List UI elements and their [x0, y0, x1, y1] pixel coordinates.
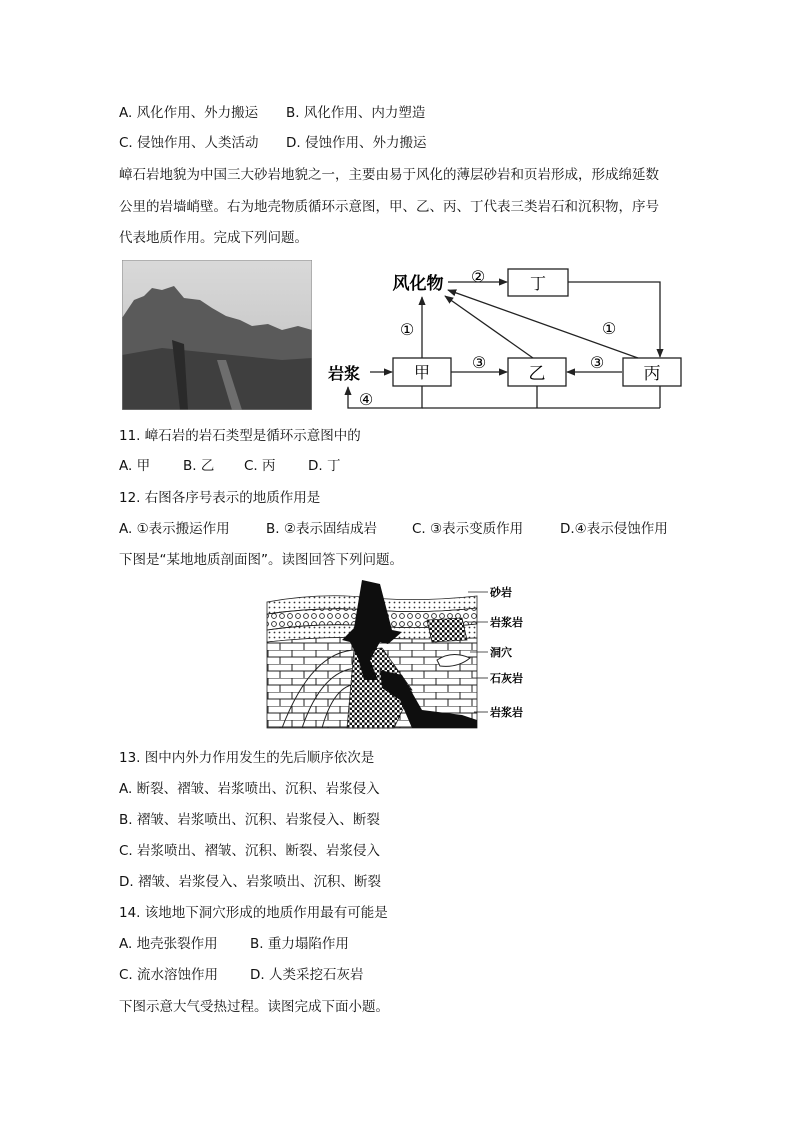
- label-cave: 洞穴: [490, 646, 512, 659]
- q13-stem: 13. 图中内外力作用发生的先后顺序依次是: [119, 750, 375, 766]
- label-weathered: 风化物: [392, 274, 444, 294]
- q12-option-c: C. ③表示变质作用: [412, 521, 524, 537]
- q11-option-a: A. 甲: [119, 458, 151, 474]
- q14-option-a: A. 地壳张裂作用: [119, 936, 218, 952]
- q11-stem: 11. 嶂石岩的岩石类型是循环示意图中的: [119, 428, 361, 444]
- label-bing: 丙: [643, 364, 661, 384]
- intro-paragraph-line-1: 嶂石岩地貌为中国三大砂岩地貌之一，主要由易于风化的薄层砂岩和页岩形成，形成绵延数: [119, 167, 659, 183]
- label-magma: 岩浆: [327, 364, 361, 383]
- q12-option-b: B. ②表示固结成岩: [266, 521, 377, 537]
- num-4: ④: [358, 390, 374, 409]
- label-ding: 丁: [529, 274, 547, 293]
- q10-option-a: A. 风化作用、外力搬运: [119, 105, 259, 121]
- intro-paragraph-line-3: 代表地质作用。完成下列问题。: [119, 230, 308, 246]
- q14-option-d: D. 人类采挖石灰岩: [250, 967, 364, 983]
- q12-option-a: A. ①表示搬运作用: [119, 521, 230, 537]
- q12-stem: 12. 右图各序号表示的地质作用是: [119, 490, 321, 506]
- q13-option-c: C. 岩浆喷出、褶皱、沉积、断裂、岩浆侵入: [119, 843, 381, 859]
- num-1-right: ①: [601, 319, 617, 338]
- q11-option-b: B. 乙: [183, 458, 215, 474]
- intro-profile: 下图是“某地地质剖面图”。读图回答下列问题。: [119, 552, 403, 568]
- label-magma-rock-top: 岩浆岩: [490, 616, 523, 629]
- q13-option-d: D. 褶皱、岩浆侵入、岩浆喷出、沉积、断裂: [119, 874, 381, 890]
- q10-option-c: C. 侵蚀作用、人类活动: [119, 135, 259, 151]
- label-sandstone: 砂岩: [490, 586, 512, 599]
- intro-paragraph-line-2: 公里的岩墙峭壁。右为地壳物质循环示意图，甲、乙、丙、丁代表三类岩石和沉积物，序号: [119, 199, 659, 215]
- q10-option-b: B. 风化作用、内力塑造: [286, 105, 426, 121]
- q14-option-c: C. 流水溶蚀作用: [119, 967, 219, 983]
- q14-stem: 14. 该地地下洞穴形成的地质作用最有可能是: [119, 905, 388, 921]
- intro-atmosphere: 下图示意大气受热过程。读图完成下面小题。: [119, 999, 389, 1015]
- num-3-left: ③: [471, 353, 487, 372]
- q13-option-b: B. 褶皱、岩浆喷出、沉积、岩浆侵入、断裂: [119, 812, 380, 828]
- q11-option-c: C. 丙: [244, 458, 276, 474]
- label-limestone: 石灰岩: [490, 672, 523, 685]
- num-2: ②: [470, 267, 486, 286]
- q10-option-d: D. 侵蚀作用、外力搬运: [286, 135, 427, 151]
- label-yi: 乙: [528, 364, 546, 384]
- q11-option-d: D. 丁: [308, 458, 341, 474]
- label-magma-rock-bottom: 岩浆岩: [490, 706, 523, 719]
- landform-photo: [122, 260, 312, 410]
- num-1-left: ①: [399, 320, 415, 339]
- q12-option-d: D.④表示侵蚀作用: [560, 521, 668, 537]
- geological-profile-diagram: [262, 580, 532, 730]
- num-3-right: ③: [589, 353, 605, 372]
- q14-option-b: B. 重力塌陷作用: [250, 936, 349, 952]
- q13-option-a: A. 断裂、褶皱、岩浆喷出、沉积、岩浆侵入: [119, 781, 380, 797]
- rock-cycle-diagram: [318, 260, 690, 412]
- label-jia: 甲: [413, 363, 431, 382]
